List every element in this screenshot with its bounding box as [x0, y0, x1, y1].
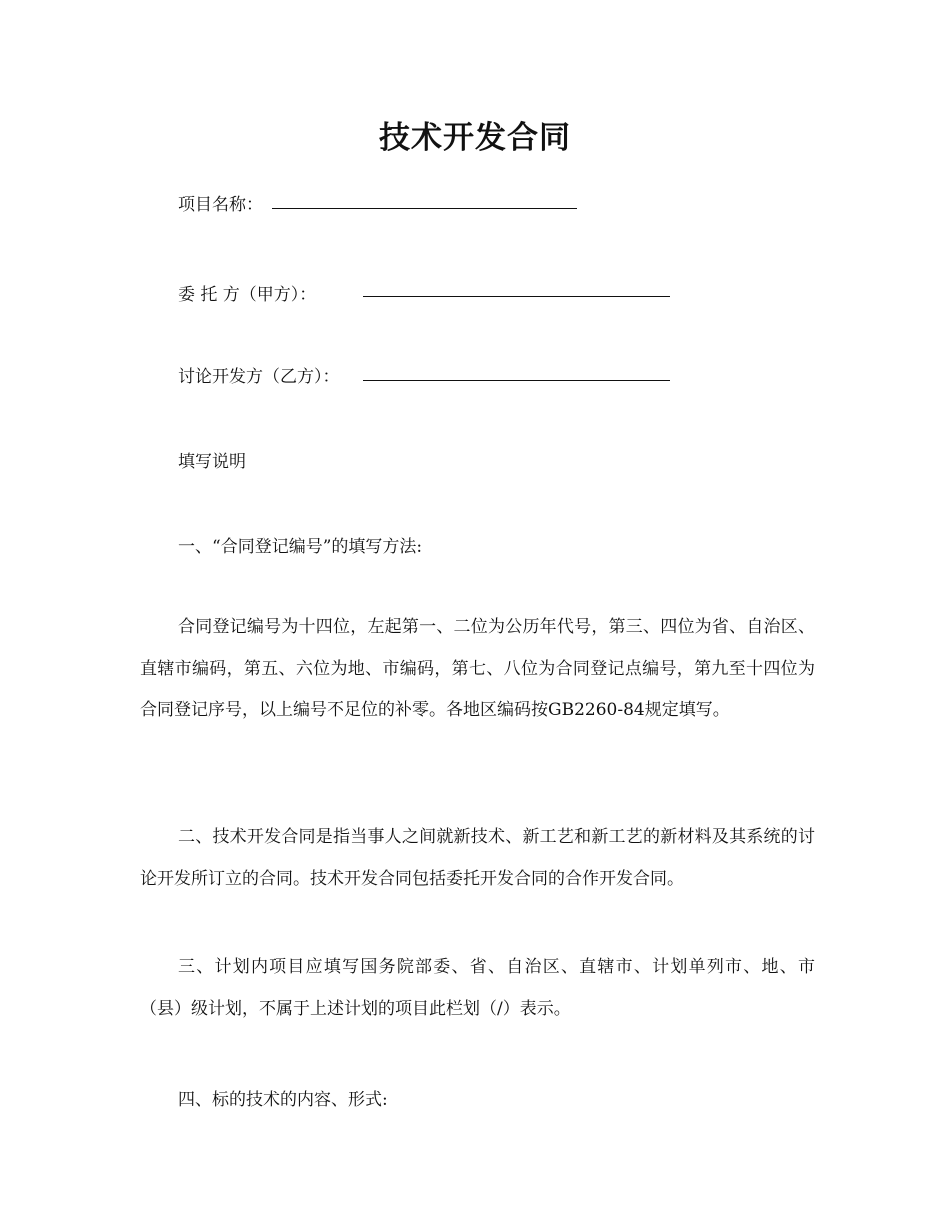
- project-name-label: 项目名称：: [178, 195, 263, 215]
- section-2-body: 二、技术开发合同是指当事人之间就新技术、新工艺和新工艺的新材料及其系统的讨论开发所订立的合同。技术开发合同包括委托开发合同的合作开发合同。: [140, 827, 815, 889]
- section-1-body: 合同登记编号为十四位，左起第一、二位为公历年代号，第三、四位为省、自治区、直辖市编码，第五、六位为地、市编码，第七、八位为合同登记点编号，第九至十四位为合同登记序号，以上编号不足位的补零。各地区编码按GB2260-84规定填写。: [140, 617, 815, 720]
- project-name-field[interactable]: [272, 208, 577, 209]
- document-title: 技术开发合同: [379, 120, 571, 156]
- developer-field[interactable]: [363, 380, 670, 381]
- section-1-heading: 一、“合同登记编号”的填写方法:: [178, 537, 423, 557]
- section-4-heading: 四、标的技术的内容、形式:: [178, 1090, 388, 1110]
- client-label: 委 托 方（甲方）：: [178, 285, 317, 305]
- instructions-heading: 填写说明: [178, 452, 246, 472]
- developer-label: 讨论开发方（乙方）：: [178, 367, 340, 387]
- client-field[interactable]: [363, 296, 670, 297]
- section-3-body: 三、计划内项目应填写国务院部委、省、自治区、直辖市、计划单列市、地、市（县）级计划，不属于上述计划的项目此栏划（/）表示。: [140, 957, 815, 1019]
